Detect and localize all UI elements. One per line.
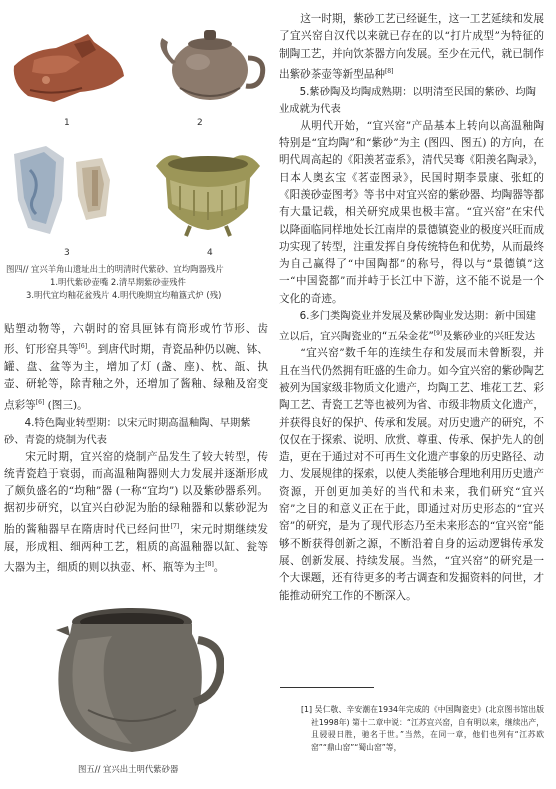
figure-5-caption: 图五// 宜兴出土明代紫砂器 xyxy=(78,764,179,774)
text-run: ，宋元时期继续发展，形成粗、细两种工艺，粗质的高温釉器以缸、瓮等大器为主，细质的则以执壶、杯、瓶等为主 xyxy=(4,523,269,574)
figure-4 xyxy=(4,8,262,264)
paragraph xyxy=(4,449,268,577)
paragraph: “宜兴窑”数千年的连续生存和发展而未曾断裂，并且在当代仍然拥有旺盛的生命力。如今宜兴窑的紫砂陶艺被列为国家级非物质文化遗产，均陶工艺、堆花工艺、彩陶工艺、青瓷工艺等也被列为省、市级非物质文化遗产，并获得良好的保护、传承和发展。对历史遗产的研究，不仅仅在于探索、说明、欣赏、尊重、传承、保护先人的创造，更在于通过对不可再生文化遗产事象的历史路径、动力、发展规律的探索，以使人类能够合理地利用历史遗产资源，开创更加美好的当代和未来，我们研究“宜兴窑”之目的和意义正在于此，即通过对历史形态的“宜兴窑”的研究，是为了现代形态乃至未来形态的“宜兴窑”能够不断获得创新之源，不断沿着自身的运动逻辑传承发展、创新发展、持续发展。当然，“宜兴窑”的研究是一个大课题，还有待更多的考古调查和发掘资料的问世，才能推动研究工作的不断深入。 xyxy=(279,347,544,602)
photo-zisha-spout xyxy=(10,32,128,110)
citation: [7] xyxy=(170,522,180,530)
text-run: 。 xyxy=(213,561,225,574)
text-run: 及紫砂业的兴旺发达 xyxy=(442,330,535,343)
photo-censer xyxy=(150,138,266,238)
photo-zisha-pitcher xyxy=(48,600,224,758)
footnote-divider xyxy=(280,687,374,688)
photo-number: 4 xyxy=(207,248,213,258)
caption-line: 图四// 宜兴羊角山遗址出土的明清时代紫砂、宜均陶器残片 xyxy=(6,264,224,274)
caption-line: 1.明代紫砂壶嘴 2.清早期紫砂壶残件 xyxy=(50,277,186,287)
footnote-text: [1] 吴仁敬、辛安潮在1934年完成的《中国陶瓷史》(北京图书馆出版社1998年) 第十二章中说：“江苏宜兴窑，自有明以来，继续出产，且骎骎日胜，驰名于世。”当然，在同一章，他们也列有“江苏欧窑”“鼎山窑”“蜀山窑”等， xyxy=(301,705,544,752)
photo-number: 1 xyxy=(64,118,70,128)
paragraph xyxy=(279,11,544,84)
text-run: 宋元时期，宜兴窑的烧制产品发生了较大转型，传统青瓷趋于衰弱，而高温釉陶器则大力发展并逐渐形成了颇负盛名的“均釉”器 (一称“宜均”) 以及紫砂器系列。据初步研究，以宜兴白砂泥为胎的绿釉器和以紫砂泥为胎的酱釉器早在隋唐时代已经问世 xyxy=(4,450,268,536)
citation: [8] xyxy=(205,560,214,568)
section-heading: 4.特色陶业转型期：以宋元时期高温釉陶、早期紫砂、青瓷的烧制为代表 xyxy=(4,416,251,446)
photo-teapot xyxy=(154,8,266,110)
footnote xyxy=(301,704,544,754)
right-column-text xyxy=(279,11,544,605)
photo-glazed-shards xyxy=(6,140,118,240)
paragraph xyxy=(4,321,268,415)
figure-4-caption xyxy=(6,263,264,302)
caption-line: 3.明代宜均釉花盆残片 4.明代晚期宜均釉簋式炉 (残) xyxy=(26,290,222,300)
text-run: 。到唐代时期，青瓷品种仍以碗、钵、罐、盘、盆等为主，增加了灯 (盏、座)、枕、瓿、执壶、研轮等，除青釉之外，还增加了酱釉、绿釉及窑变点彩等 xyxy=(4,343,269,412)
citation: [6] xyxy=(35,398,45,406)
photo-number: 3 xyxy=(64,248,70,258)
citation: [8] xyxy=(384,67,394,75)
section-heading xyxy=(279,308,544,345)
paragraph: 从明代开始，“宜兴窑”产品基本上转向以高温釉陶特别是“宜均陶”和“紫砂”为主 (图四、图五) 的方向，在明代周高起的《阳羡茗壶系》，清代吴骞《阳羡名陶录》，日本人奥玄宝《茗壶图录》，民国时期李景康、张虹的《阳羡砂壶图考》等书中对宜兴窑的紫砂器、均陶器等都有大量记载，相关研究成果也极丰富。“宜兴窑”在宋代以降面临同样地处长江南岸的景德镇瓷业的极度兴旺而成功实现了转型，注重发挥自身传统特色和优势，从而最终为自己赢得了“中国陶都”的称号，得以与“景德镇”这一“中国瓷都”而并峙于长江中下游，这不能不说是一个文化的奇迹。 xyxy=(279,119,544,305)
text-run: 6.多门类陶瓷业并发展及紫砂陶业发达期：新中国建立以后，宜兴陶瓷业的“五朵金花” xyxy=(279,309,536,343)
text-run: 贴塑动物等，六朝时的窑具匣钵有筒形或竹节形、齿形、钉形窑具等 xyxy=(4,323,268,356)
left-column-text xyxy=(4,321,268,577)
photo-number: 2 xyxy=(197,118,203,128)
text-run: (图三)。 xyxy=(44,399,88,412)
citation: [6] xyxy=(78,343,88,351)
text-run: 这一时期，紫砂工艺已经诞生，这一工艺延续和发展了宜兴窑自汉代以来就已存在的以“打片成型”为特征的制陶工艺，并向饮茶器方向发展。至少在元代，就已制作出紫砂茶壶等新型品种 xyxy=(279,13,544,81)
citation: [9] xyxy=(433,329,443,337)
section-heading: 5.紫砂陶及均陶成熟期：以明清至民国的紫砂、均陶业成就为代表 xyxy=(279,85,536,115)
